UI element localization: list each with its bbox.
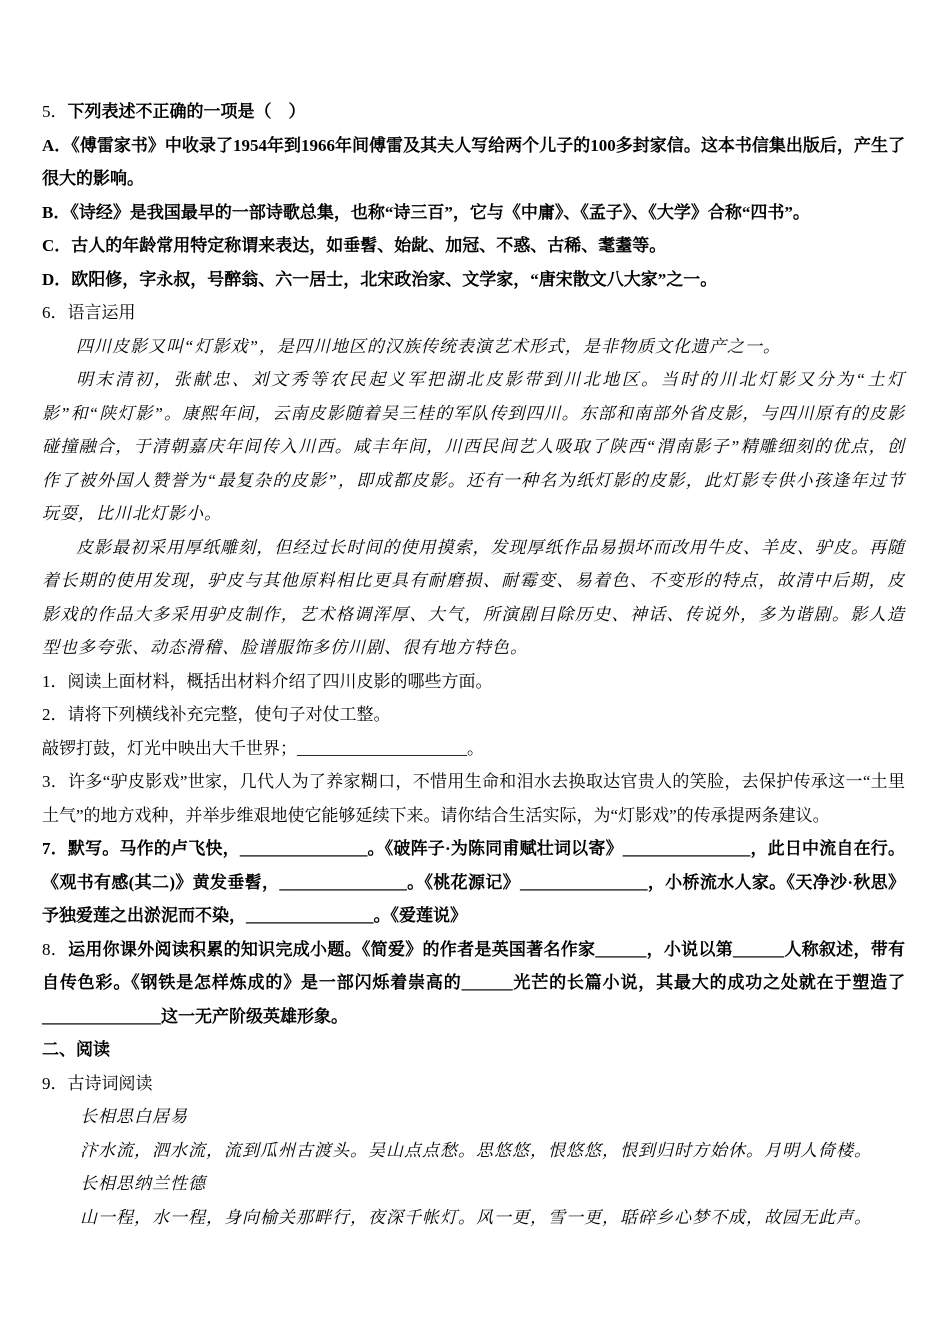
question-9-title-text: 古诗词阅读 [67,1073,153,1093]
question-9-title [42,1067,905,1101]
question-6-title-text: 语言运用 [67,303,136,322]
material-paragraph-1: 四川皮影又叫“灯影戏”，是四川地区的汉族传统表演艺术形式，是非物质文化遗产之一。 [76,336,781,356]
material-paragraph-2: 明末清初，张献忠、刘文秀等农民起义军把湖北皮影带到川北地区。当时的川北灯影又分为“土灯影”和“陕灯影”。康熙年间，云南皮影随着吴三桂的军队传到四川。东部和南部外省皮影，与四川原有的皮影碰撞融合，于清朝嘉庆年间传入川西。咸丰年间，川西民间艺人吸取了陕西“渭南影子”精雕细刻的优点，创作了被外国人赞誉为“最复杂的皮影”，即成都皮影。还有一种名为纸灯影的皮影，此灯影专供小孩逢年过节玩耍，比川北灯影小。 [42,370,905,523]
section-2-header: 二、阅读 [42,1040,110,1059]
poem-1-title: 长相思白居易 [80,1107,188,1126]
question-6-sub-2: 2．请将下列横线补充完整，使句子对仗工整。 [42,705,391,724]
question-6-title [42,296,905,330]
material-paragraph-3: 皮影最初采用厚纸雕刻，但经过长时间的使用摸索，发现厚纸作品易损坏而改用牛皮、羊皮、驴皮。再随着长期的使用发现，驴皮与其他原料相比更具有耐磨损、耐霉变、易着色、不变形的特点，故清中后期，皮影戏的作品大多采用驴皮制作，艺术格调浑厚、大气，所演剧目除历史、神话、传说外，多为谐剧。影人造型也多夸张、动态滑稽、脸谱服饰多仿川剧、很有地方特色。 [42,537,905,657]
question-5-option-c: C．古人的年龄常用特定称谓来表达，如垂髫、始龀、加冠、不惑、古稀、耄耋等。 [42,236,667,255]
question-5-number: 5． [42,102,68,121]
question-5-stem [42,95,905,129]
question-8-text: 运用你课外阅读积累的知识完成小题。《简爱》的作者是英国著名作家______，小说以第______人称叙述，带有自传色彩。《钢铁是怎样炼成的》是一部闪烁着崇高的______光芒的长篇小说，其最大的成功之处就在于塑造了______________这一无产阶级英雄形象。 [42,939,906,1026]
poem-2-title: 长相思纳兰性德 [80,1174,206,1193]
question-8-reading-accumulation [42,933,905,1034]
question-6-sub-1: 1．阅读上面材料，概括出材料介绍了四川皮影的哪些方面。 [42,671,493,691]
question-7-dictation [42,832,905,933]
question-5-option-a: A．《傅雷家书》中收录了1954年到1966年间傅雷及其夫人写给两个儿子的100多封家信。这本书信集出版后，产生了很大的影响。 [42,135,905,188]
question-8-number: 8． [42,939,69,959]
question-7-number: 7． [42,839,68,858]
question-5-option-b: B．《诗经》是我国最早的一部诗歌总集，也称“诗三百”，它与《中庸》、《孟子》、《大学》合称“四书”。 [42,202,810,222]
poem-1-text: 汴水流，泗水流，流到瓜州古渡头。吴山点点愁。思悠悠，恨悠悠，恨到归时方始休。月明人倚楼。 [80,1140,872,1160]
question-5-option-d: D．欧阳修，字永叔，号醉翁、六一居士，北宋政治家、文学家，“唐宋散文八大家”之一。 [42,269,718,289]
question-5-stem-text: 下列表述不正确的一项是（ ） [67,102,306,121]
question-6-number: 6． [42,303,68,322]
poems-block [42,1100,905,1234]
question-6-couplet-blank-line: 敲锣打鼓，灯光中映出大千世界；____________________。 [42,738,484,758]
question-9-number: 9． [42,1073,68,1093]
question-6-sub-3: 3．许多“驴皮影戏”世家，几代人为了养家糊口，不惜用生命和泪水去换取达官贵人的笑脸，去保护传承这一“土里土气”的地方戏种，并举步维艰地使它能够延续下来。请你结合生活实际，为“灯影戏”的传承提两条建议。 [42,772,905,825]
question-7-text: 默写。马作的卢飞快，_______________。《破阵子·为陈同甫赋壮词以寄》_______________，此日中流自在行。《观书有感(其二)》黄发垂髫，_______________。《桃花源记》_______________，小桥流水人家。《天净沙·秋思》予独爱莲之出淤泥而不染，_______________。《爱莲说》 [42,839,906,925]
poem-2-text: 山一程，水一程，身向榆关那畔行，夜深千帐灯。风一更，雪一更，聒碎乡心梦不成，故园无此声。 [80,1207,872,1227]
